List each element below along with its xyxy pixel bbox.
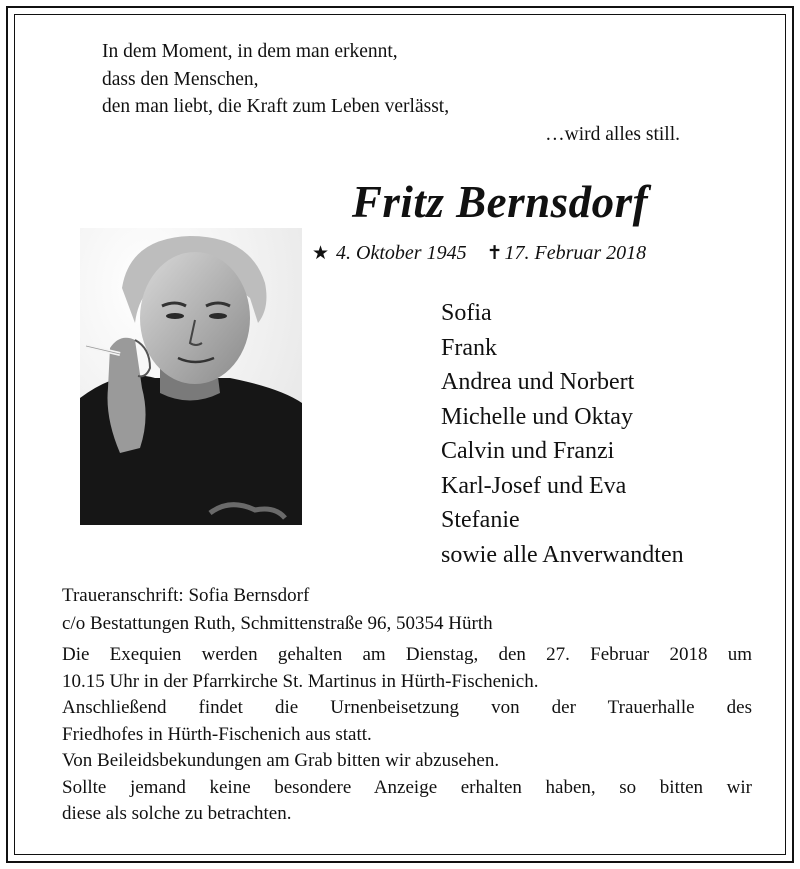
list-item: Michelle und Oktay [441, 403, 633, 430]
portrait-icon [80, 228, 302, 525]
notice-line: Sollte jemand keine besondere Anzeige erhalten haben, so bitten wir [62, 776, 752, 798]
address-line: c/o Bestattungen Ruth, Schmittenstraße 96, 50354 Hürth [62, 613, 493, 634]
poem-closing: …wird alles still. [545, 123, 680, 145]
cross-icon: ✝ [486, 243, 503, 264]
poem-line: den man liebt, die Kraft zum Leben verlässt, [102, 96, 450, 117]
family-list [441, 296, 684, 572]
poem-line: In dem Moment, in dem man erkennt, [102, 41, 398, 62]
notice-line: Anschließend findet die Urnenbeisetzung von der Trauerhalle des [62, 697, 752, 718]
mourning-address [62, 582, 493, 638]
notice-text [62, 642, 752, 828]
deceased-name: Fritz Bernsdorf [351, 177, 649, 227]
star-icon: ★ [312, 243, 330, 264]
notice-line: 10.15 Uhr in der Pfarrkirche St. Martinus in Hürth-Fischenich. [62, 670, 539, 692]
list-item: Sofia [441, 300, 492, 326]
list-item: Calvin und Franzi [441, 438, 615, 464]
address-line: Traueranschrift: Sofia Bernsdorf [62, 585, 310, 606]
list-item: sowie alle Anverwandten [441, 541, 684, 568]
list-item: Stefanie [441, 507, 520, 533]
notice-line: diese als solche zu betrachten. [62, 803, 292, 824]
list-item: Frank [441, 334, 497, 361]
birth-date: 4. Oktober 1945 [336, 242, 467, 264]
notice-line: Friedhofes in Hürth-Fischenich aus statt. [62, 723, 372, 745]
list-item: Karl-Josef und Eva [441, 472, 627, 499]
notice-line: Von Beileidsbekundungen am Grab bitten wir abzusehen. [62, 750, 500, 771]
portrait-photo [80, 228, 302, 525]
list-item: Andrea und Norbert [441, 369, 635, 395]
poem [102, 38, 682, 148]
death-date: 17. Februar 2018 [504, 242, 647, 264]
poem-line: dass den Menschen, [102, 68, 259, 90]
notice-line: Die Exequien werden gehalten am Dienstag, den 27. Februar 2018 um [62, 644, 752, 665]
life-dates [312, 242, 712, 265]
